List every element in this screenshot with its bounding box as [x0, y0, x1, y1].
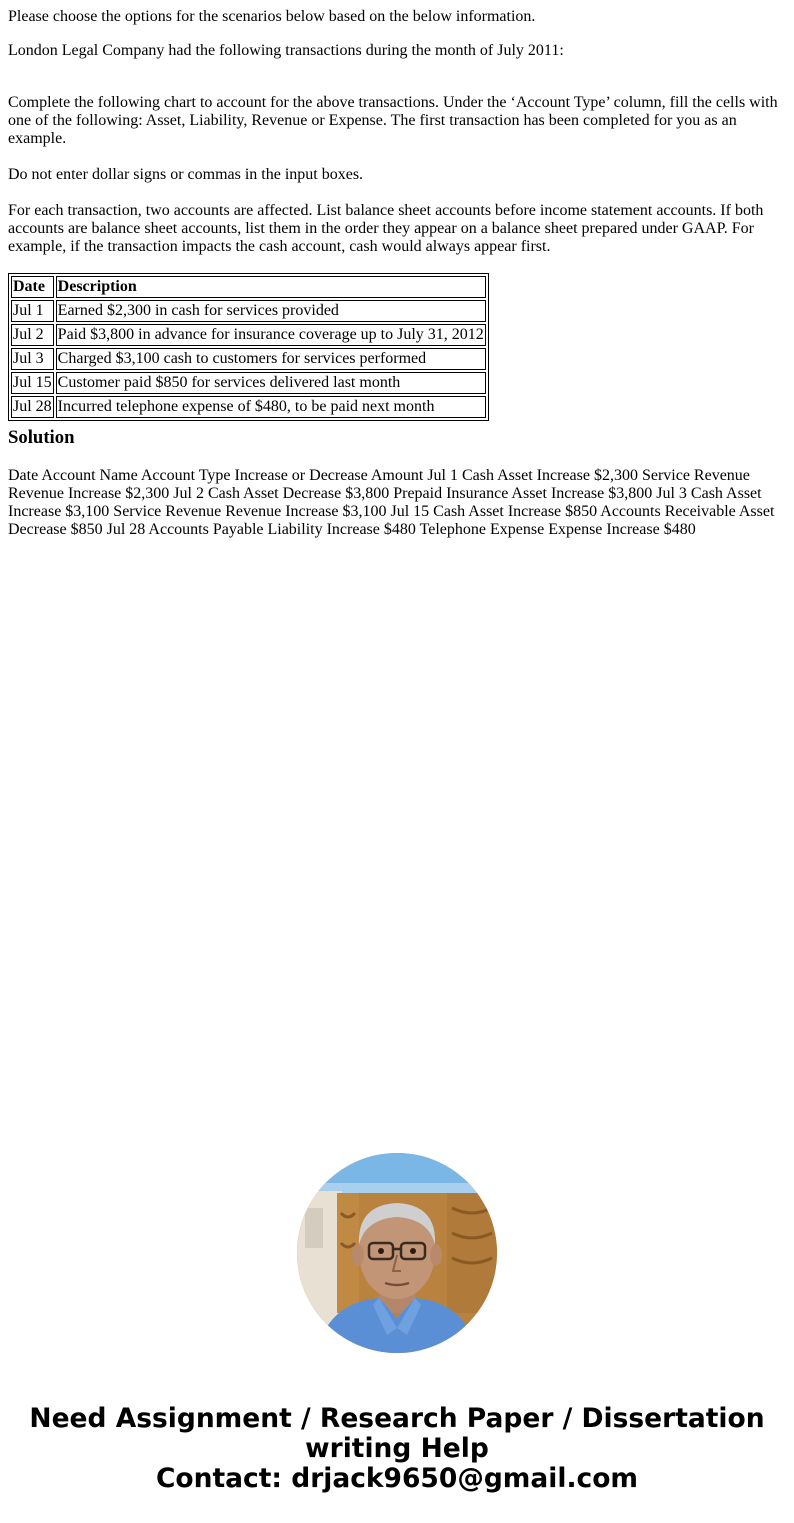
row-description: Charged $3,100 cash to customers for services performed — [56, 348, 486, 370]
promo-contact-line: Contact: drjack9650@gmail.com — [155, 1463, 639, 1494]
transactions-table — [8, 273, 489, 421]
author-avatar — [297, 1153, 497, 1353]
promo-line-1: Need Assignment / Research Paper / Dissertation — [29, 1403, 765, 1434]
description-column-header: Description — [56, 276, 486, 298]
solution-text: Date Account Name Account Type Increase or Decrease Amount Jul 1 Cash Asset Increase $2,300 Service Revenue Revenue Increase $2,300 Jul 2 Cash Asset Decrease $3,800 Prepaid Insurance Asset Increase $3,800 Jul 3 Cash Asset Increase $3,100 Service Revenue Revenue Increase $3,100 Jul 15 Cash Asset Increase $850 Accounts Receivable Asset Decrease $850 Jul 28 Accounts Payable Liability Increase $480 Telephone Expense Expense Increase $480 — [8, 467, 775, 538]
account-order-note: For each transaction, two accounts are affected. List balance sheet accounts before income statement accounts. If both accounts are balance sheet accounts, list them in the order they appear on a balance sheet prepared under GAAP. For example, if the transaction impacts the cash account, cash would always appear first. — [8, 202, 764, 255]
row-description: Earned $2,300 in cash for services provided — [56, 300, 486, 322]
company-transactions-intro: London Legal Company had the following transactions during the month of July 2011: — [8, 42, 564, 59]
promo-line-2: writing Help — [305, 1433, 489, 1464]
row-date: Jul 15 — [11, 372, 54, 394]
row-description: Incurred telephone expense of $480, to be paid next month — [56, 396, 486, 418]
intro-text: Please choose the options for the scenarios below based on the below information. — [8, 8, 536, 25]
table-row — [11, 300, 486, 322]
row-date: Jul 28 — [11, 396, 54, 418]
author-photo-illustration — [297, 1153, 497, 1353]
row-description: Customer paid $850 for services delivered last month — [56, 372, 486, 394]
row-date: Jul 3 — [11, 348, 54, 370]
table-row — [11, 396, 486, 418]
table-row — [11, 372, 486, 394]
row-description: Paid $3,800 in advance for insurance coverage up to July 31, 2012 — [56, 324, 486, 346]
date-column-header: Date — [11, 276, 54, 298]
table-header-row — [11, 276, 486, 298]
input-format-note: Do not enter dollar signs or commas in the input boxes. — [8, 166, 364, 183]
table-row — [11, 348, 486, 370]
row-date: Jul 2 — [11, 324, 54, 346]
row-date: Jul 1 — [11, 300, 54, 322]
promo-banner — [0, 1404, 794, 1494]
table-row — [11, 324, 486, 346]
chart-instructions: Complete the following chart to account for the above transactions. Under the ‘Account Type’ column, fill the cells with one of the following: Asset, Liability, Revenue or Expense. The first transaction has been completed for you as an example. — [8, 94, 778, 147]
solution-heading: Solution — [8, 427, 75, 448]
